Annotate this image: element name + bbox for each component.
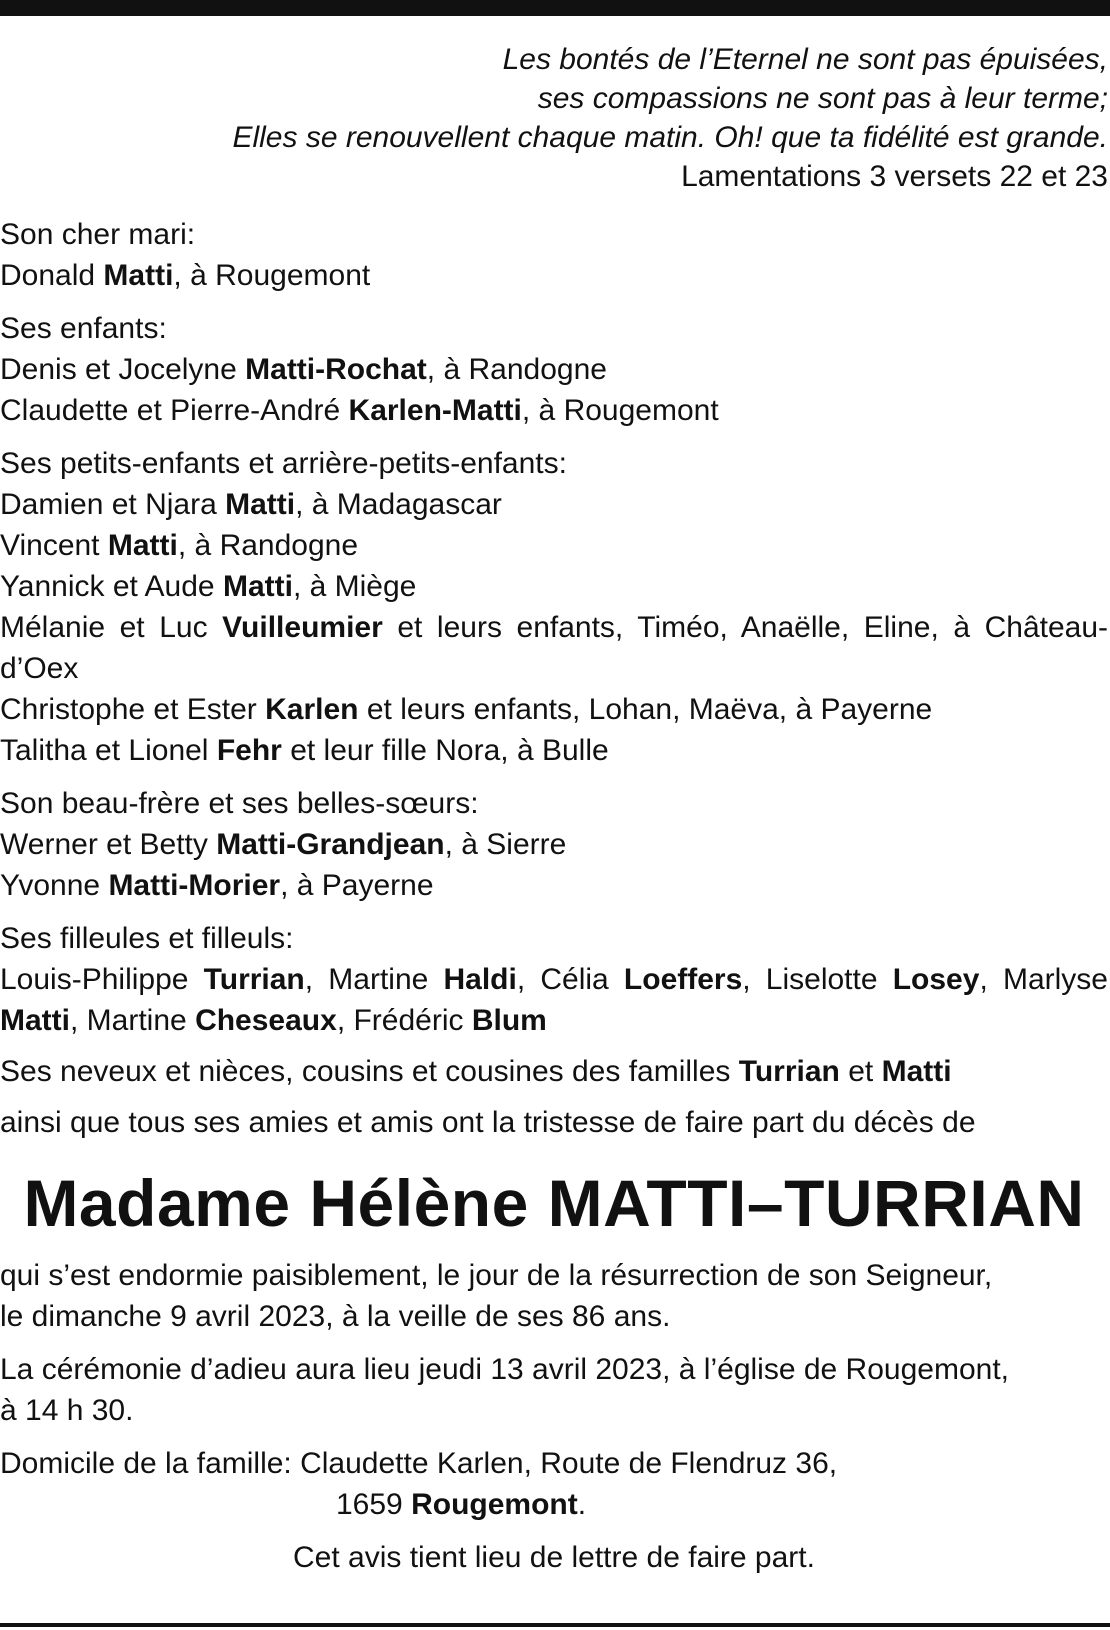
place: , à Randogne: [177, 529, 359, 562]
nephews-text: Ses neveux et nièces, cousins et cousines des familles: [0, 1055, 731, 1088]
verse-line: ses compassions ne sont pas à leur terme;: [537, 82, 1108, 115]
family-member: [0, 607, 1108, 689]
given-names: , Frédéric: [336, 1004, 464, 1037]
verse-line: Elles se renouvellent chaque matin. Oh! que ta fidélité est grande.: [232, 121, 1108, 154]
announcement-line: ainsi que tous ses amies et amis ont la tristesse de faire part du décès de: [0, 1106, 976, 1139]
surname: Karlen-Matti: [348, 394, 522, 427]
family-member: [0, 484, 1108, 525]
family-member: [0, 255, 1108, 296]
surname: Karlen: [265, 693, 359, 726]
godchildren-list: [0, 959, 1108, 1041]
place: , à Madagascar: [295, 488, 502, 521]
surname: Losey: [892, 963, 980, 996]
family-name: Turrian: [738, 1055, 840, 1088]
section-heading: Ses petits-enfants et arrière-petits-enfants:: [0, 447, 567, 480]
place: , à Rougemont: [521, 394, 719, 427]
death-line: le dimanche 9 avril 2023, à la veille de ses 86 ans.: [0, 1300, 671, 1333]
surname: Blum: [471, 1004, 547, 1037]
domicile-details: [0, 1443, 1108, 1525]
ceremony-line: La cérémonie d’adieu aura lieu jeudi 13 avril 2023, à l’église de Rougemont,: [0, 1353, 1009, 1386]
given-names: , Célia: [516, 963, 609, 996]
surname: Vuilleumier: [222, 611, 383, 644]
given-names: Mélanie et Luc: [0, 611, 208, 644]
surname: Matti: [225, 488, 296, 521]
period: .: [577, 1488, 587, 1521]
given-names: Yvonne: [0, 869, 101, 902]
place: , à Sierre: [444, 828, 567, 861]
section-heading: Ses enfants:: [0, 312, 167, 345]
separator: ,: [979, 963, 988, 996]
godchildren-section: [0, 918, 1108, 1041]
surname: Matti: [107, 529, 178, 562]
given-names: Damien et Njara: [0, 488, 217, 521]
grandchildren-section: [0, 443, 1108, 771]
place: , à Payerne: [280, 869, 434, 902]
nephews-line: [0, 1051, 1108, 1092]
family-member: [0, 390, 1108, 431]
death-details: [0, 1255, 1108, 1337]
family-member: [0, 566, 1108, 607]
section-heading: Ses filleules et filleuls:: [0, 922, 294, 955]
connector: et: [848, 1055, 874, 1088]
obituary-notice: [0, 40, 1108, 1578]
surname: Haldi: [443, 963, 517, 996]
place: , à Rougemont: [173, 259, 371, 292]
surname: Matti: [222, 570, 293, 603]
domicile-town-line: [0, 1484, 1108, 1525]
death-line: qui s’est endormie paisiblement, le jour de la résurrection de son Seigneur,: [0, 1259, 993, 1292]
given-names: Werner et Betty: [0, 828, 208, 861]
surname: Fehr: [216, 734, 282, 767]
surname: Turrian: [203, 963, 305, 996]
family-member: [0, 865, 1108, 906]
surname: Loeffers: [623, 963, 743, 996]
section-heading: Son cher mari:: [0, 218, 196, 251]
details: et leur fille Nora, à Bulle: [290, 734, 609, 767]
postal-code: 1659: [336, 1488, 403, 1521]
family-member: [0, 349, 1108, 390]
family-member: [0, 525, 1108, 566]
place: , à Miège: [292, 570, 417, 603]
closing-line: Cet avis tient lieu de lettre de faire part.: [293, 1541, 815, 1574]
town: Rougemont: [411, 1488, 578, 1521]
family-member: [0, 689, 1108, 730]
details: et leurs enfants, Lohan, Maëva, à Payerne: [366, 693, 933, 726]
top-rule: [0, 0, 1110, 16]
domicile-line: Domicile de la famille: Claudette Karlen, Route de Flendruz 36,: [0, 1447, 838, 1480]
bible-verse: [0, 40, 1108, 196]
section-heading: Son beau-frère et ses belles-sœurs:: [0, 787, 479, 820]
surname: Matti-Rochat: [245, 353, 427, 386]
verse-reference: Lamentations 3 versets 22 et 23: [681, 160, 1108, 193]
family-member: [0, 824, 1108, 865]
deceased-name: Madame Hélène MATTI–TURRIAN: [23, 1166, 1085, 1240]
given-names: Claudette et Pierre-André: [0, 394, 341, 427]
details: et leurs enfants, Timéo, Anaëlle, Eline, à Château-d’Oex: [0, 611, 1109, 685]
place: , à Randogne: [426, 353, 607, 386]
surname: Matti-Grandjean: [216, 828, 445, 861]
given-names: Yannick et Aude: [0, 570, 215, 603]
children-section: [0, 308, 1108, 431]
ceremony-line: à 14 h 30.: [0, 1394, 134, 1427]
family-name: Matti: [881, 1055, 952, 1088]
given-names: , Liselotte: [742, 963, 878, 996]
surname: Matti-Morier: [108, 869, 281, 902]
surname: Matti: [103, 259, 174, 292]
given-names: Christophe et Ester: [0, 693, 257, 726]
given-names: Donald: [0, 259, 96, 292]
given-names: , Martine: [304, 963, 429, 996]
surname: Matti: [0, 1004, 70, 1037]
husband-section: [0, 214, 1108, 296]
given-names: Louis-Philippe: [0, 963, 189, 996]
family-member: [0, 730, 1108, 771]
surname: Cheseaux: [195, 1004, 337, 1037]
ceremony-details: [0, 1349, 1108, 1431]
given-names: Denis et Jocelyne: [0, 353, 237, 386]
bottom-rule: [0, 1623, 1110, 1627]
given-names: Talitha et Lionel: [0, 734, 209, 767]
inlaws-section: [0, 783, 1108, 906]
given-names: Marlyse: [1002, 963, 1108, 996]
given-names: Vincent: [0, 529, 100, 562]
verse-line: Les bontés de l’Eternel ne sont pas épuisées,: [502, 43, 1108, 76]
given-names: , Martine: [70, 1004, 187, 1037]
